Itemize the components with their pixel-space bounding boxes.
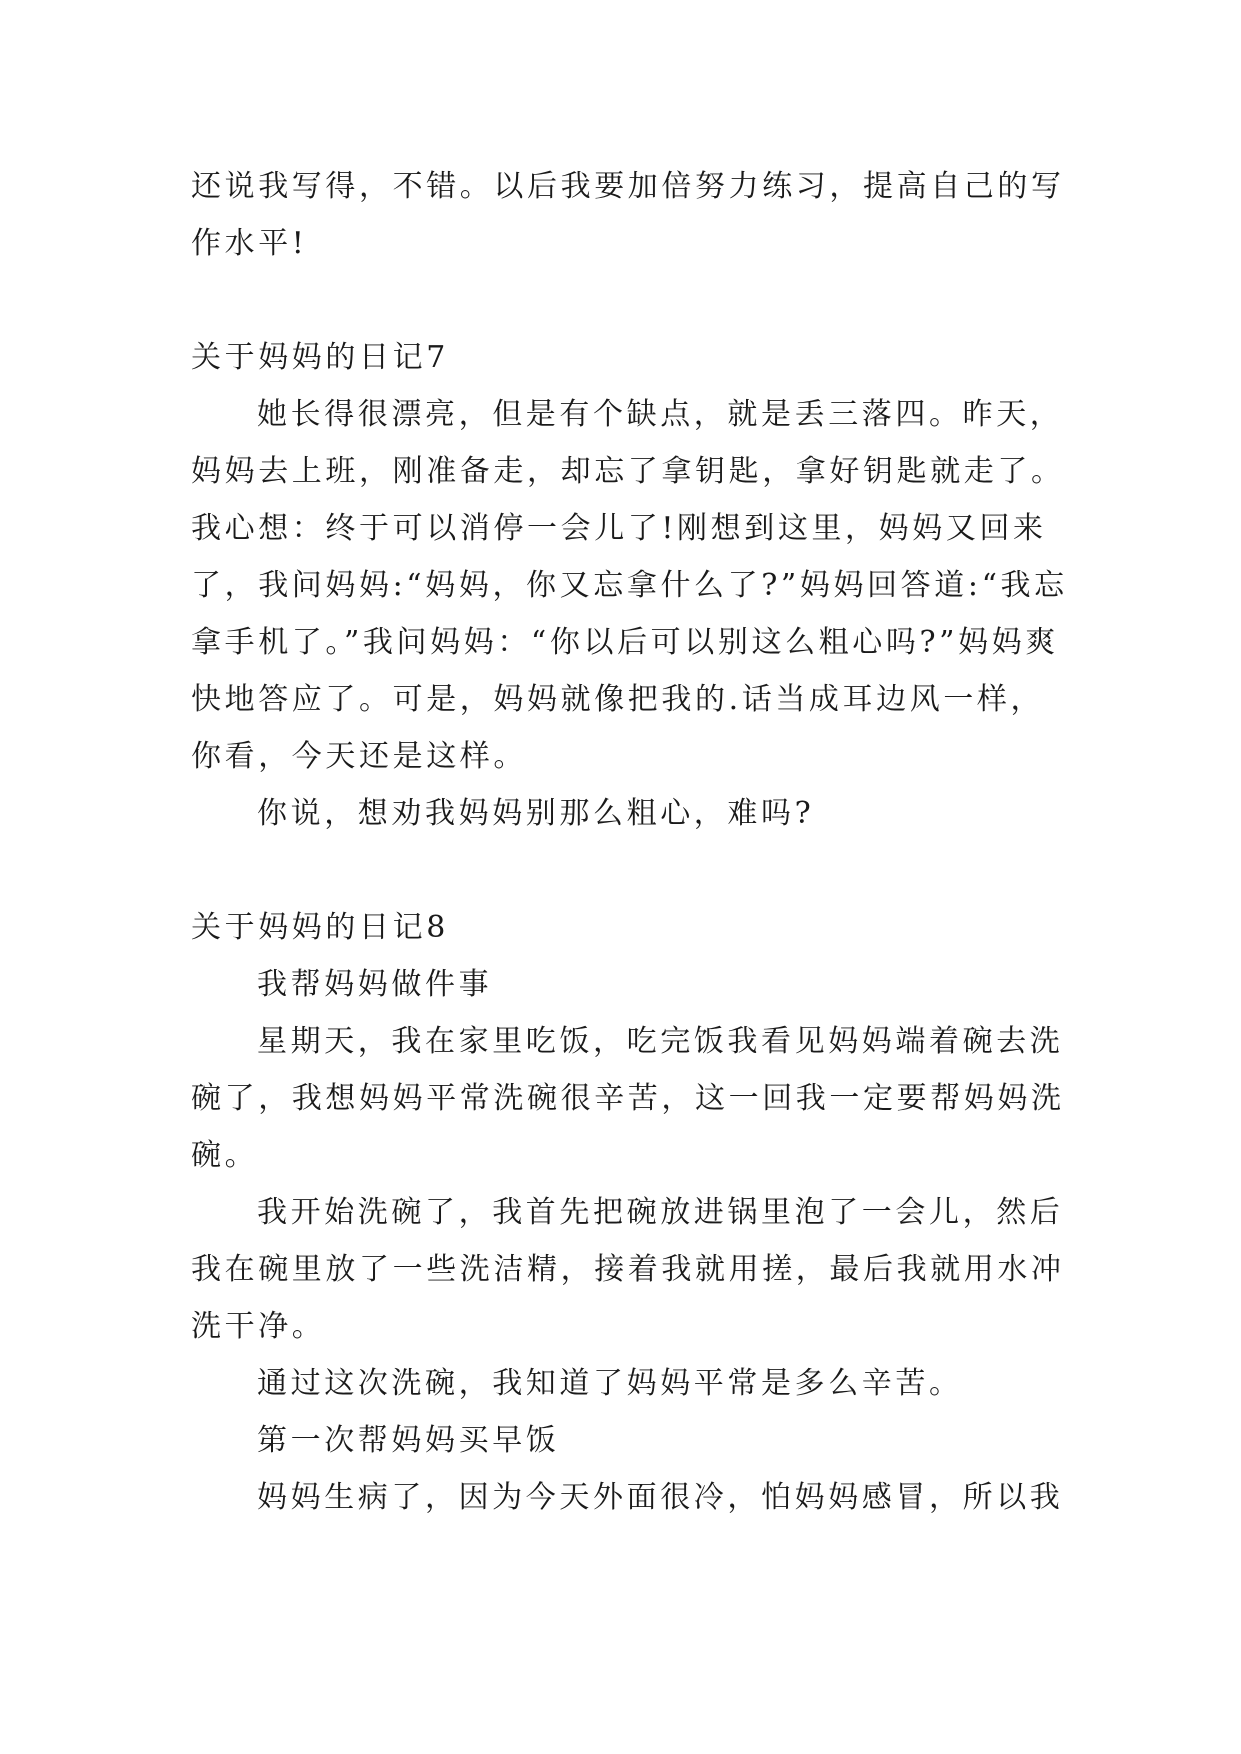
section-7-heading: 关于妈妈的日记7 bbox=[191, 340, 449, 375]
document-body bbox=[191, 158, 1071, 1526]
section-7-paragraph: 你说，想劝我妈妈别那么粗心，难吗? bbox=[257, 796, 815, 831]
section-8-subtitle: 第一次帮妈妈买早饭 bbox=[257, 1423, 560, 1458]
section-8-subtitle: 我帮妈妈做件事 bbox=[257, 967, 493, 1002]
section-gap bbox=[191, 842, 1071, 899]
section-8-paragraph: 我开始洗碗了，我首先把碗放进锅里泡了一会儿，然后我在碗里放了一些洗洁精，接着我就用搓，最后我就用水冲洗干净。 bbox=[191, 1195, 1065, 1344]
section-gap bbox=[191, 272, 1071, 329]
section-8-paragraph: 星期天，我在家里吃饭，吃完饭我看见妈妈端着碗去洗碗了，我想妈妈平常洗碗很辛苦，这一回我一定要帮妈妈洗碗。 bbox=[191, 1024, 1065, 1173]
intro-paragraph: 还说我写得，不错。以后我要加倍努力练习，提高自己的写作水平! bbox=[191, 169, 1065, 261]
section-7-paragraph: 她长得很漂亮，但是有个缺点，就是丢三落四。昨天，妈妈去上班，刚准备走，却忘了拿钥匙，拿好钥匙就走了。我心想：终于可以消停一会儿了!刚想到这里，妈妈又回来了，我问妈妈:“妈妈，你又忘拿什么了?”妈妈回答道:“我忘拿手机了。”我问妈妈：“你以后可以别这么粗心吗?”妈妈爽快地答应了。可是，妈妈就像把我的.话当成耳边风一样，你看，今天还是这样。 bbox=[191, 397, 1068, 774]
section-8-paragraph: 妈妈生病了，因为今天外面很冷，怕妈妈感冒，所以我 bbox=[257, 1480, 1064, 1515]
section-8-heading: 关于妈妈的日记8 bbox=[191, 910, 449, 945]
section-8-paragraph: 通过这次洗碗，我知道了妈妈平常是多么辛苦。 bbox=[257, 1366, 963, 1401]
